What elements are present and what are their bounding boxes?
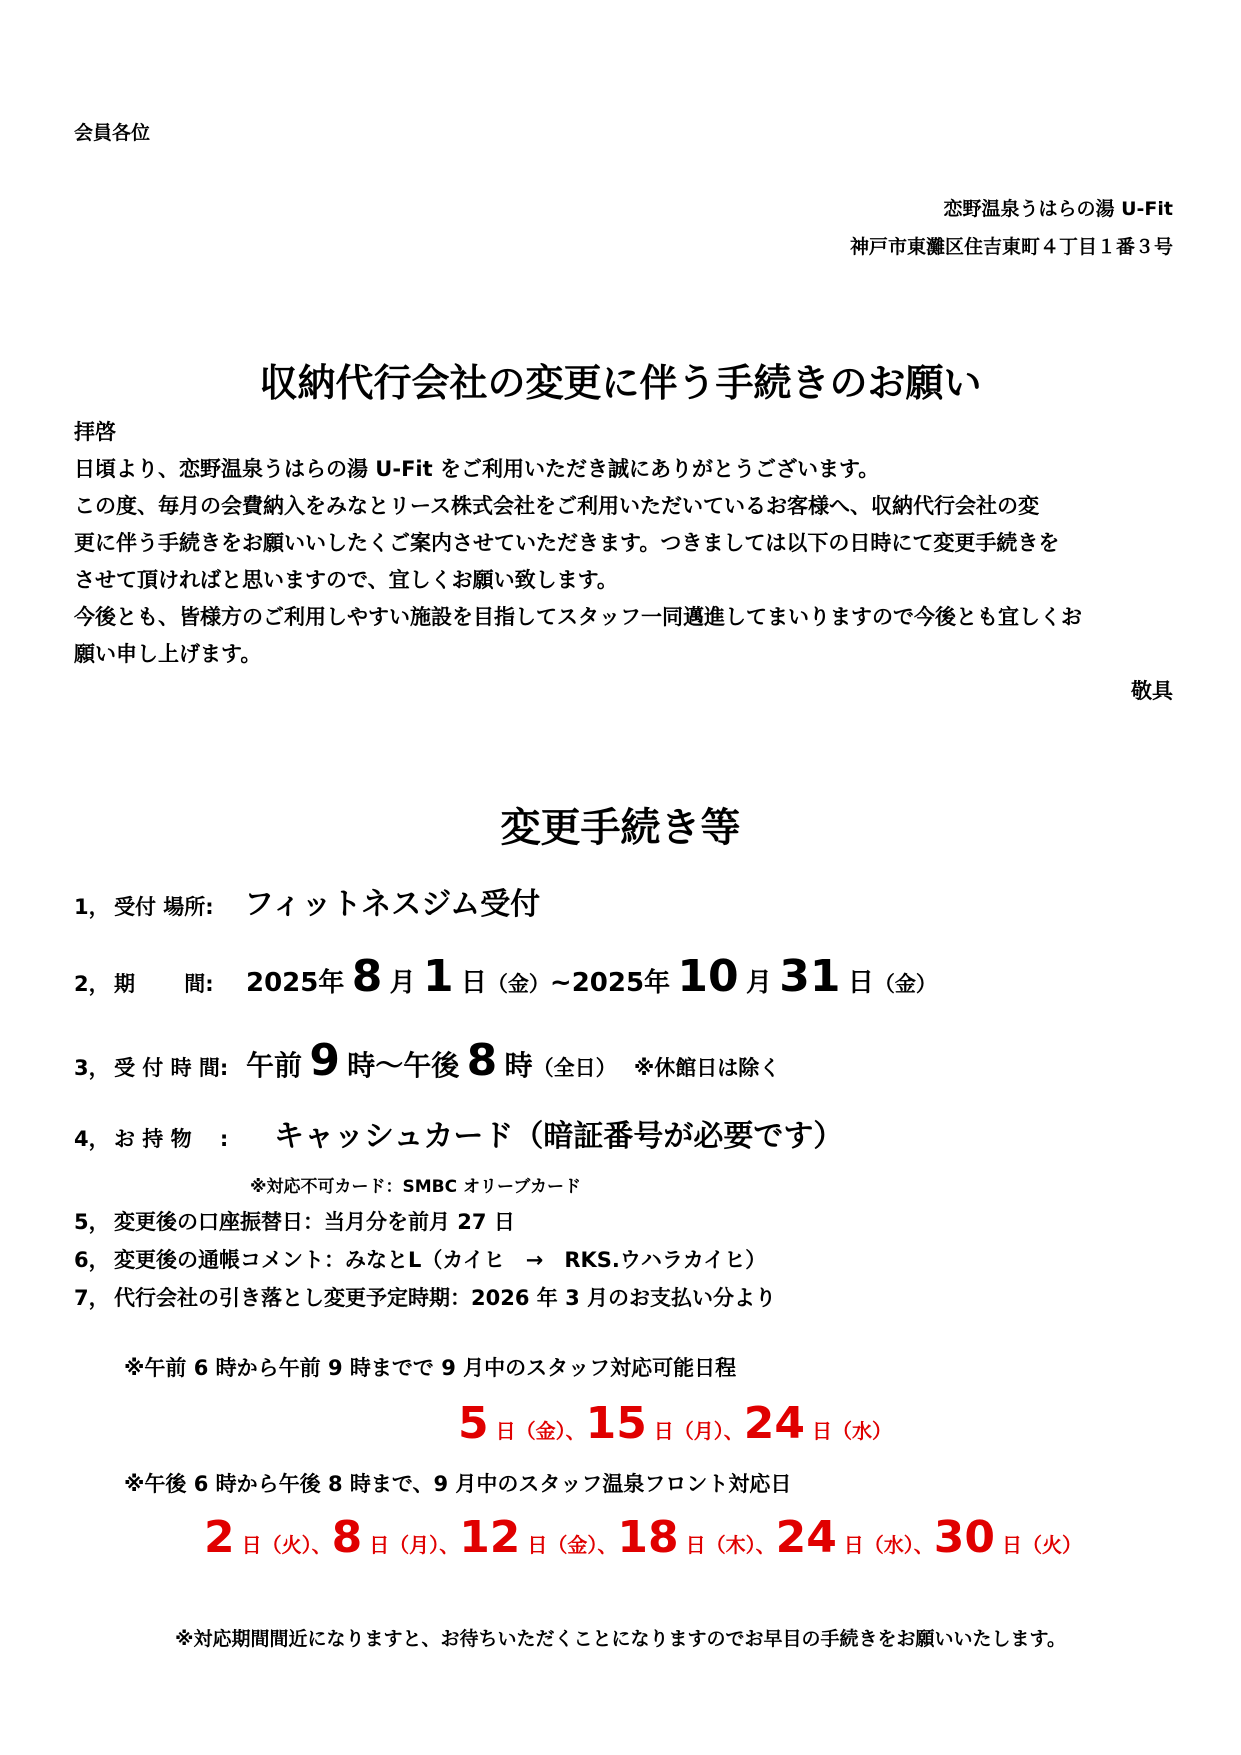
date-number: 5 — [458, 1398, 489, 1449]
date-suffix: 日（水） — [812, 1419, 892, 1443]
footer-note: ※対応期間間近になりますと、お待ちいただくことになりますのでお早目の手続きをお願いいたします。 — [175, 1628, 1066, 1650]
item-hours — [74, 1036, 780, 1093]
letter-line: 日頃より、恋野温泉うはらの湯 U-Fit をご利用いただき誠にありがとうございます。 — [74, 457, 880, 481]
end-hour: 8 — [466, 1035, 498, 1086]
letter-line: 更に伴う手続きをお願いいしたくご案内させていただきます。つきましては以下の日時にて変更手続きを — [74, 531, 1060, 555]
am-label: 午前 — [246, 1049, 303, 1082]
end-month: 10 — [677, 951, 739, 1002]
month-suffix: 月 — [389, 968, 416, 998]
item-change-schedule — [74, 1282, 776, 1312]
end-weekday: （金） — [873, 972, 937, 996]
item-label: 受付 場所: — [114, 895, 214, 919]
sender-name: 恋野温泉うはらの湯 U-Fit — [943, 198, 1173, 220]
evening-schedule-note: ※午後 6 時から午後 8 時まで、9 月中のスタッフ温泉フロント対応日 — [124, 1472, 792, 1496]
start-month: 8 — [351, 951, 383, 1002]
addressee: 会員各位 — [74, 122, 151, 144]
letter-line: させて頂ければと思いますので、宜しくお願い致します。 — [74, 568, 618, 592]
range-tilde: ~ — [549, 968, 572, 998]
end-day: 31 — [779, 951, 841, 1002]
end-year: 2025 — [571, 968, 645, 998]
sender-address: 神戸市東灘区住吉東町４丁目１番３号 — [849, 236, 1173, 258]
date-number: 24 — [743, 1398, 806, 1449]
item-period — [74, 952, 937, 1009]
range-tilde: ～ — [375, 1049, 404, 1082]
item-label: お 持 物 : — [114, 1127, 229, 1151]
start-hour: 9 — [309, 1035, 340, 1086]
item-location — [74, 882, 540, 930]
date-number: 15 — [585, 1398, 647, 1449]
date-separator: 、 — [723, 1419, 744, 1443]
date-suffix: 日（月） — [369, 1533, 440, 1557]
year-suffix: 年 — [644, 968, 671, 998]
letter-body — [74, 414, 1082, 673]
section-title: 変更手続き等 — [500, 805, 741, 851]
closed-day-note: ※休館日は除く — [633, 1056, 781, 1080]
date-separator: 、 — [597, 1533, 618, 1557]
date-suffix: 日（火） — [241, 1533, 312, 1557]
start-year: 2025 — [246, 968, 319, 998]
item-belongings — [74, 1114, 843, 1162]
day-suffix: 日 — [847, 968, 874, 998]
month-suffix: 月 — [745, 968, 772, 998]
item-number: 7， — [74, 1286, 110, 1310]
year-suffix: 年 — [318, 968, 345, 998]
item-text: 変更後の口座振替日：当月分を前月 27 日 — [114, 1210, 515, 1234]
morning-schedule-dates — [458, 1398, 892, 1449]
date-separator: 、 — [755, 1533, 776, 1557]
date-separator: 、 — [311, 1533, 332, 1557]
start-day: 1 — [422, 951, 454, 1002]
date-separator: 、 — [913, 1533, 934, 1557]
date-suffix: 日（水） — [843, 1533, 914, 1557]
item-number: 4， — [74, 1127, 110, 1151]
letter-opening: 拝啓 — [74, 420, 116, 444]
date-suffix: 日（金） — [495, 1419, 566, 1443]
item-text: 変更後の通帳コメント：みなとL（カイヒ → RKS.ウハラカイヒ） — [114, 1248, 767, 1272]
day-suffix: 日 — [460, 968, 487, 998]
evening-schedule-dates — [204, 1512, 1082, 1563]
date-suffix: 日（金） — [527, 1533, 598, 1557]
date-number: 12 — [459, 1512, 521, 1563]
item-number: 1， — [74, 895, 110, 919]
item-label: 期 間: — [114, 972, 214, 996]
item-transfer-date — [74, 1206, 515, 1236]
date-number: 8 — [331, 1512, 363, 1563]
hour-suffix: 時 — [504, 1049, 533, 1082]
item-label: 受 付 時 間: — [114, 1056, 229, 1080]
letter-line: 今後とも、皆様方のご利用しやすい施設を目指してスタッフ一同邁進してまいりますので今後とも宜しくお — [74, 605, 1082, 629]
letter-line: 願い申し上げます。 — [74, 642, 262, 666]
item-number: 2， — [74, 972, 110, 996]
item-number: 6， — [74, 1248, 110, 1272]
date-suffix: 日（火） — [1002, 1533, 1082, 1557]
document-title: 収納代行会社の変更に伴う手続きのお願い — [259, 361, 982, 405]
item-number: 5， — [74, 1210, 110, 1234]
item-value: フィットネスジム受付 — [244, 887, 541, 922]
letter-line: この度、毎月の会費納入をみなとリース株式会社をご利用いただいているお客様へ、収納代行会社の変 — [74, 494, 1039, 518]
date-separator: 、 — [439, 1533, 460, 1557]
date-number: 30 — [933, 1512, 996, 1563]
start-weekday: （金） — [486, 972, 550, 996]
item-number: 3， — [74, 1056, 110, 1080]
all-days: （全日） — [532, 1056, 617, 1080]
date-suffix: 日（木） — [685, 1533, 756, 1557]
date-separator: 、 — [565, 1419, 586, 1443]
date-suffix: 日（月） — [653, 1419, 724, 1443]
morning-schedule-note: ※午前 6 時から午前 9 時までで 9 月中のスタッフ対応可能日程 — [124, 1356, 737, 1380]
pm-label: 午後 — [403, 1049, 460, 1082]
date-number: 2 — [204, 1512, 235, 1563]
date-number: 24 — [775, 1512, 837, 1563]
item-value: キャッシュカード（暗証番号が必要です） — [274, 1119, 844, 1154]
item-passbook-comment — [74, 1244, 766, 1274]
item-text: 代行会社の引き落とし変更予定時期：2026 年 3 月のお支払い分より — [114, 1286, 776, 1310]
hour-suffix: 時 — [347, 1049, 376, 1082]
letter-closing: 敬具 — [1131, 679, 1173, 703]
date-number: 18 — [617, 1512, 679, 1563]
unsupported-card-note: ※対応不可カード：SMBC オリーブカード — [250, 1177, 582, 1197]
